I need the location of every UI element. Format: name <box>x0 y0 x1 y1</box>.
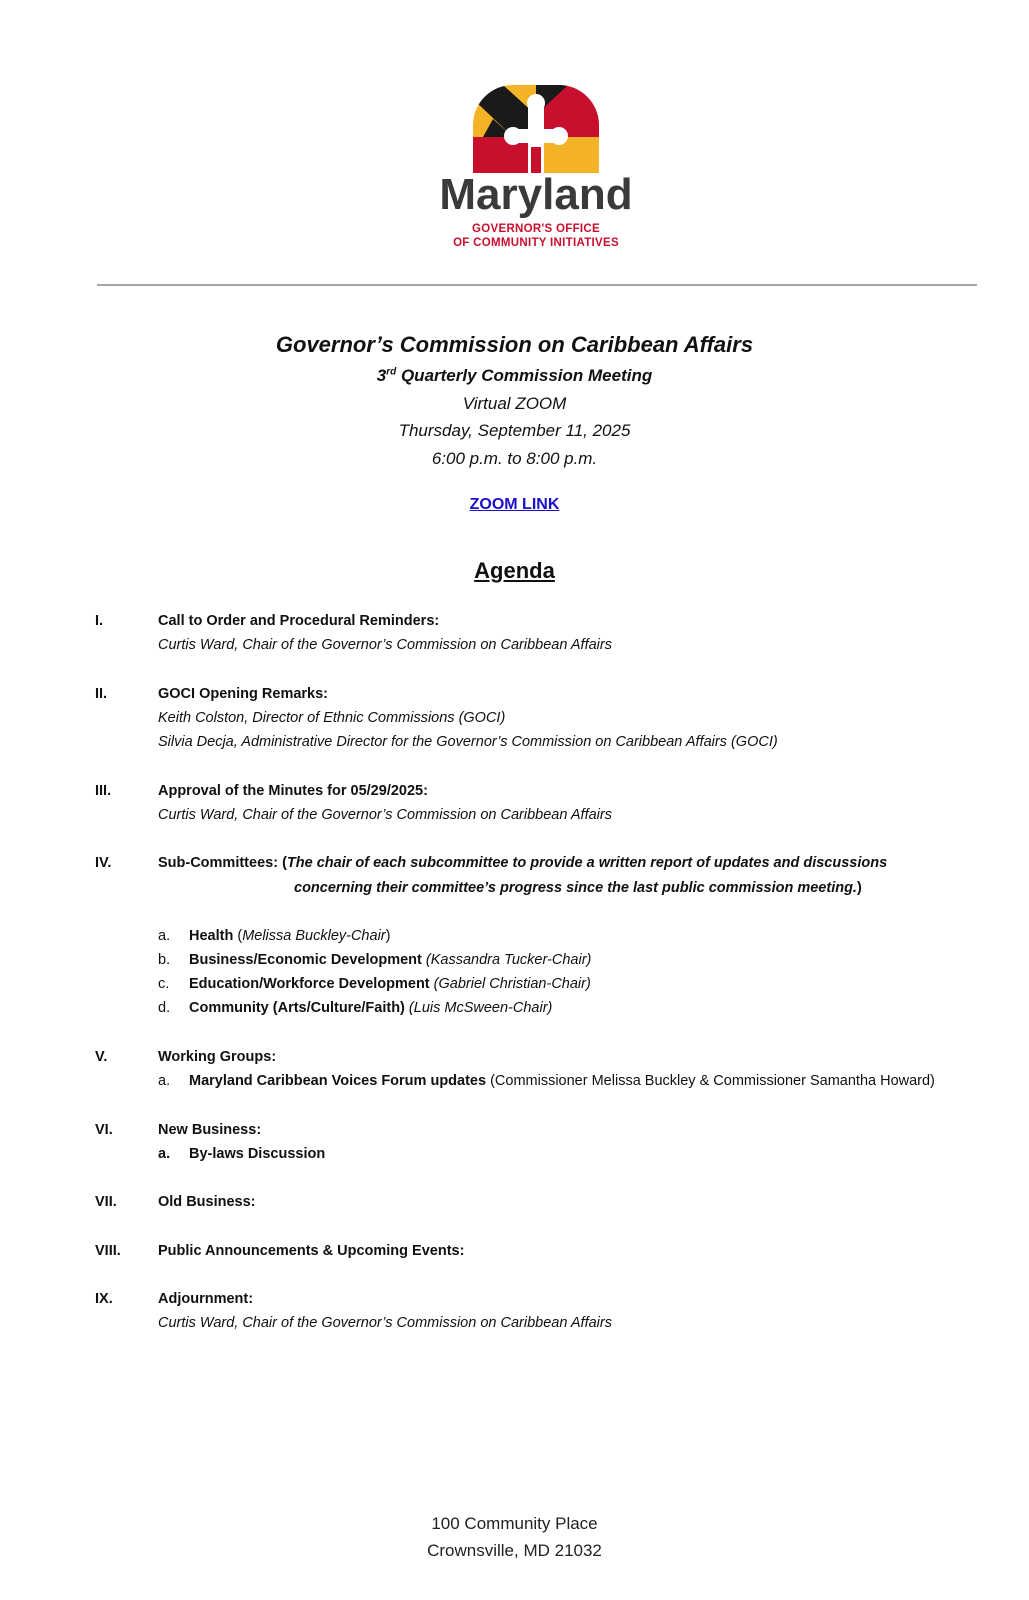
subcommittee-note-line-2: concerning their committee’s progress since the last public commission meeting. <box>294 880 857 896</box>
logo-wordmark: Maryland <box>439 170 633 219</box>
agenda-document: Maryland GOVERNOR'S OFFICE OF COMMUNITY INITIATIVES Governor’s Commission on Caribbean Affairs 3rd Quarterly Commission Meeting Virtual ZOOM Thursday, September 11, 2025 6:00 p.m. to 8:00 p.m. ZOOM LINK Agenda I. Call to Order and Procedural Reminders: Curtis Ward, Chair of the Governor’s Commission on Caribbean Affairs II. GOCI Opening Remarks: Keith Colston, Director of Ethnic Commissions (GOCI) Silvia Decja, Administrative Director for the Governor’s Commission on Caribbean Affairs (GOCI) III. Approval of the Minutes for 05/29/2025: Curtis Ward, Chair of the Governor’s Commission on Caribbean Affairs IV. Sub-Committees: (The chair of each subcommittee to provide a written report of updates and discussions concerning their committee’s progress since the last public commission meeting.) a. Health (Melissa Buckley-Chair) b. Business/Economic Development (Kassandra Tucker-Chair) c. Education/Workforce Development (Gabriel Christian-Chair) d. Community (Arts/Culture/Faith) (Luis McSween-Chair) V. Working Groups: a. Maryland Caribbean Voices Forum updates (Commissioner Melissa Buckley & Commissioner Samantha Howard) VI. New Business: a. By-laws Discussion VII. Old Business: VIII. Public Announcements & Upcoming Events: IX. Adjournment: Curtis Ward, Chair of the Governor’s Commission on Caribbean Affairs 100 Community Place Crownsville, MD 21032 <box>0 0 1029 1600</box>
meeting-date: Thursday, September 11, 2025 <box>398 421 631 440</box>
meeting-time: 6:00 p.m. to 8:00 p.m. <box>431 449 598 468</box>
logo-subtitle-line-2: OF COMMUNITY INITIATIVES <box>453 237 619 249</box>
agenda-item-title: Call to Order and Procedural Reminders: <box>158 613 440 629</box>
zoom-link[interactable]: ZOOM LINK <box>469 496 560 513</box>
agenda-heading: Agenda <box>474 558 555 583</box>
meeting-subtitle: 3rd Quarterly Commission Meeting <box>376 366 653 385</box>
footer-address-line-1: 100 Community Place <box>431 1514 598 1533</box>
subcommittee-note-line-1: The chair of each subcommittee to provide a written report of updates and discussions <box>286 855 888 871</box>
logo-subtitle-line-1: GOVERNOR'S OFFICE <box>472 223 600 235</box>
header-divider <box>97 284 977 286</box>
document-title: Governor’s Commission on Caribbean Affairs <box>275 332 754 357</box>
meeting-venue: Virtual ZOOM <box>462 394 567 413</box>
footer-address-line-2: Crownsville, MD 21032 <box>427 1541 602 1560</box>
agenda-item-number: I. <box>95 613 104 629</box>
maryland-flag-logo-icon <box>473 85 599 173</box>
